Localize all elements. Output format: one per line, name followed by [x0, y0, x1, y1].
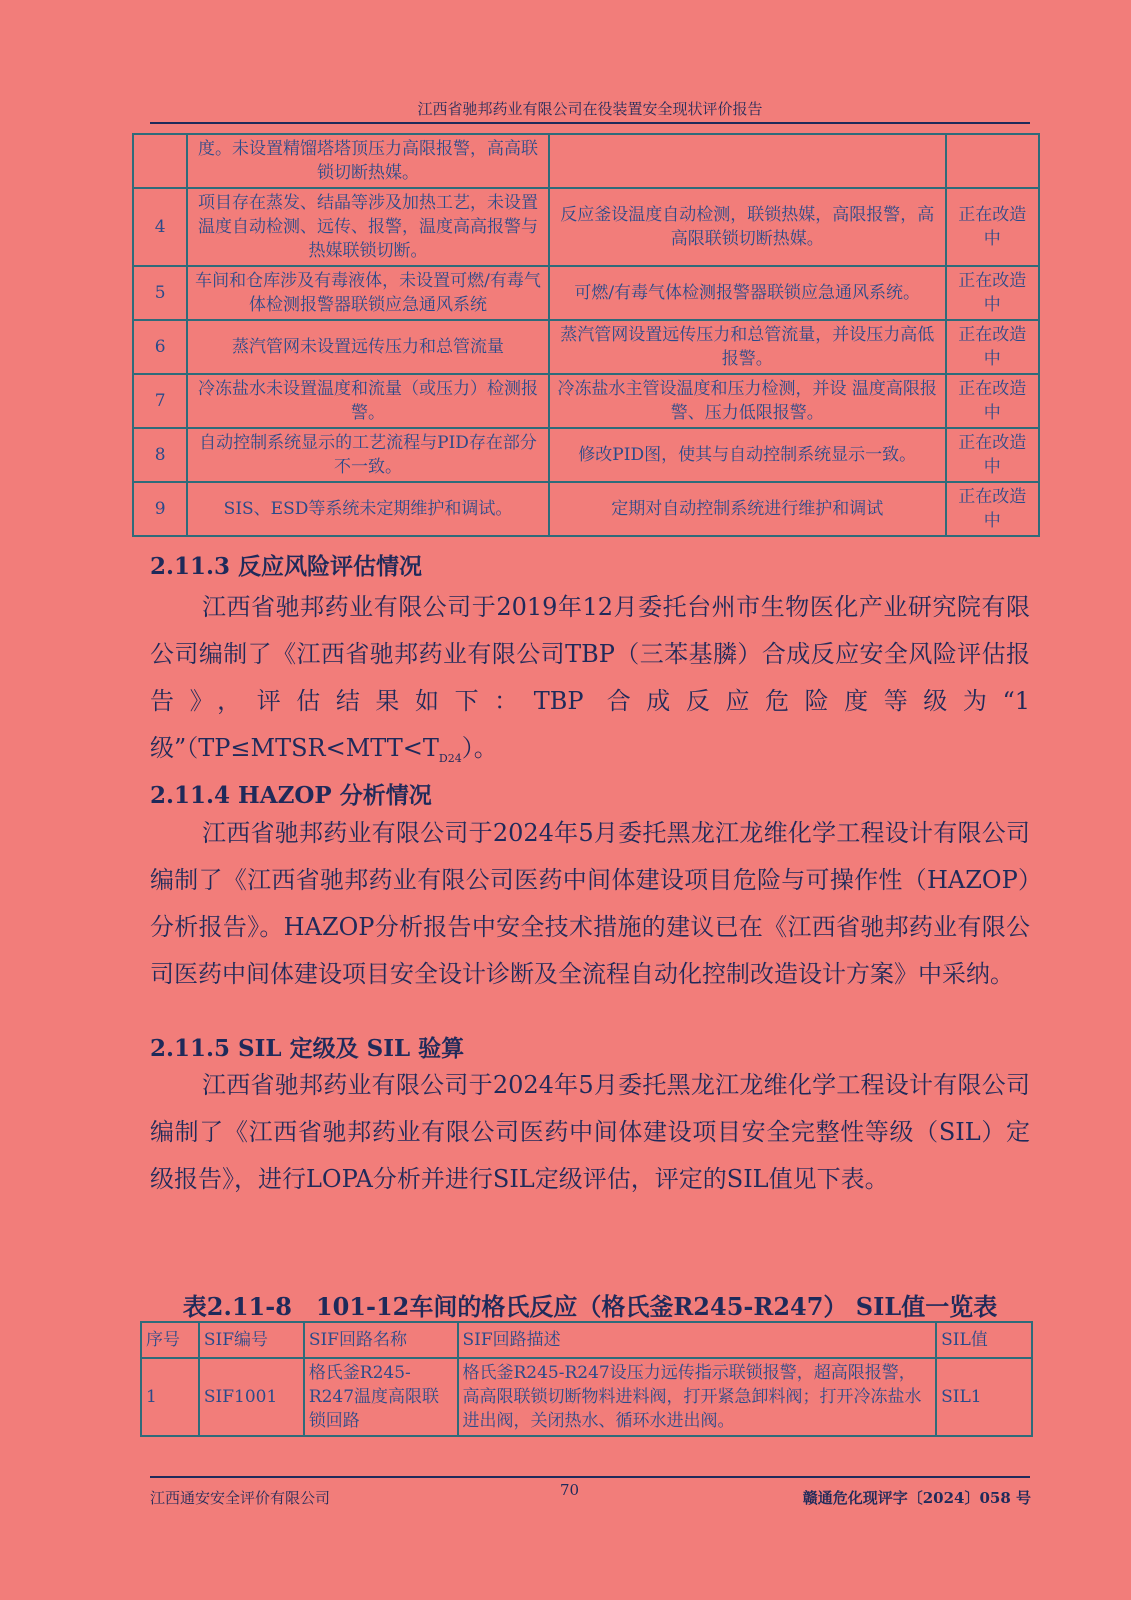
section-heading-2115: 2.11.5 SIL 定级及 SIL 验算 — [150, 1035, 465, 1062]
issue-cell: 蒸汽管网未设置远传压力和总管流量 — [187, 320, 549, 374]
status-cell: 正在改造中 — [946, 374, 1039, 428]
table-row — [133, 188, 1039, 266]
column-header: SIF编号 — [199, 1322, 304, 1358]
status-cell: 正在改造中 — [946, 266, 1039, 320]
table-header-row — [141, 1322, 1032, 1358]
row-number: 4 — [133, 188, 187, 266]
issue-cell: 度。未设置精馏塔塔顶压力高限报警，高高联锁切断热媒。 — [187, 134, 549, 188]
status-cell: 正在改造中 — [946, 188, 1039, 266]
column-header: SIL值 — [936, 1322, 1032, 1358]
table-row — [133, 266, 1039, 320]
paragraph-tail: ）。 — [461, 734, 498, 762]
row-number: 8 — [133, 428, 187, 482]
measure-cell: 反应釜设温度自动检测，联锁热媒，高限报警，高高限联锁切断热媒。 — [549, 188, 946, 266]
measure-cell: 可燃/有毒气体检测报警器联锁应急通风系统。 — [549, 266, 946, 320]
sif-loop-description: 格氏釜R245-R247设压力远传指示联锁报警，超高限报警，高高限联锁切断物料进料阀，打开紧急卸料阀；打开冷冻盐水进出阀，关闭热水、循环水进出阀。 — [458, 1358, 937, 1436]
status-cell — [946, 134, 1039, 188]
table-row — [133, 374, 1039, 428]
sil-table — [140, 1321, 1033, 1437]
status-cell: 正在改造中 — [946, 428, 1039, 482]
status-cell: 正在改造中 — [946, 320, 1039, 374]
footer-rule — [150, 1476, 1030, 1478]
issue-cell: 项目存在蒸发、结晶等涉及加热工艺，未设置温度自动检测、远传、报警，温度高高报警与热媒联锁切断。 — [187, 188, 549, 266]
document-number: 赣通危化现评字〔2024〕058 号 — [802, 1489, 1031, 1507]
page-number: 70 — [560, 1481, 580, 1499]
section-heading-2114: 2.11.4 HAZOP 分析情况 — [150, 782, 432, 809]
sil-row-number: 1 — [141, 1358, 199, 1436]
measure-cell: 定期对自动控制系统进行维护和调试 — [549, 482, 946, 536]
row-number — [133, 134, 187, 188]
status-cell: 正在改造中 — [946, 482, 1039, 536]
section-2113-paragraph — [150, 584, 1030, 782]
table-caption: 表2.11-8 101-12车间的格氏反应（格氏釜R245-R247） SIL值一览表 — [182, 1292, 998, 1321]
measure-cell: 冷冻盐水主管设温度和压力检测，并设 温度高限报警、压力低限报警。 — [549, 374, 946, 428]
section-2114-paragraph: 江西省驰邦药业有限公司于2024年5月委托黑龙江龙维化学工程设计有限公司编制了《江西省驰邦药业有限公司医药中间体建设项目危险与可操作性（HAZOP）分析报告》。HAZOP分析报告中安全技术措施的建议已在《江西省驰邦药业有限公司医药中间体建设项目安全设计诊断及全流程自动化控制改造设计方案》中采纳。 — [150, 819, 1030, 988]
sif-loop-name: 格氏釜R245-R247温度高限联锁回路 — [304, 1358, 458, 1436]
row-number: 5 — [133, 266, 187, 320]
issue-cell: SIS、ESD等系统未定期维护和调试。 — [187, 482, 549, 536]
section-heading-2113: 2.11.3 反应风险评估情况 — [150, 553, 423, 580]
table-row — [133, 428, 1039, 482]
table-row — [141, 1358, 1032, 1436]
issue-cell: 冷冻盐水未设置温度和流量（或压力）检测报警。 — [187, 374, 549, 428]
row-number: 7 — [133, 374, 187, 428]
row-number: 9 — [133, 482, 187, 536]
header-rule — [150, 122, 1030, 124]
measure-cell: 蒸汽管网设置远传压力和总管流量，并设压力高低报警。 — [549, 320, 946, 374]
sif-id: SIF1001 — [199, 1358, 304, 1436]
measure-cell: 修改PID图，使其与自动控制系统显示一致。 — [549, 428, 946, 482]
table-row — [133, 134, 1039, 188]
table-row — [133, 482, 1039, 536]
measure-cell — [549, 134, 946, 188]
table-row — [133, 320, 1039, 374]
sil-value: SIL1 — [936, 1358, 1032, 1436]
section-2115-paragraph: 江西省驰邦药业有限公司于2024年5月委托黑龙江龙维化学工程设计有限公司编制了《江西省驰邦药业有限公司医药中间体建设项目安全完整性等级（SIL）定级报告》，进行LOPA分析并进行SIL定级评估，评定的SIL值见下表。 — [150, 1071, 1030, 1193]
subscript: D24 — [438, 751, 462, 765]
column-header: SIF回路名称 — [304, 1322, 458, 1358]
footer-company: 江西通安安全评价有限公司 — [150, 1489, 331, 1507]
page-header: 江西省驰邦药业有限公司在役装置安全现状评价报告 — [417, 100, 763, 118]
measures-table — [132, 133, 1040, 537]
issue-cell: 车间和仓库涉及有毒液体，未设置可燃/有毒气体检测报警器联锁应急通风系统 — [187, 266, 549, 320]
column-header: 序号 — [141, 1322, 199, 1358]
row-number: 6 — [133, 320, 187, 374]
column-header: SIF回路描述 — [458, 1322, 937, 1358]
paragraph-text: 江西省驰邦药业有限公司于2019年12月委托台州市生物医化产业研究院有限公司编制了《江西省驰邦药业有限公司TBP（三苯基膦）合成反应安全风险评估报告》，评估结果如下：TBP 合成反应危险度等级为“1级”（TP≤MTSR<MTT<T — [150, 593, 1030, 762]
issue-cell: 自动控制系统显示的工艺流程与PID存在部分不一致。 — [187, 428, 549, 482]
